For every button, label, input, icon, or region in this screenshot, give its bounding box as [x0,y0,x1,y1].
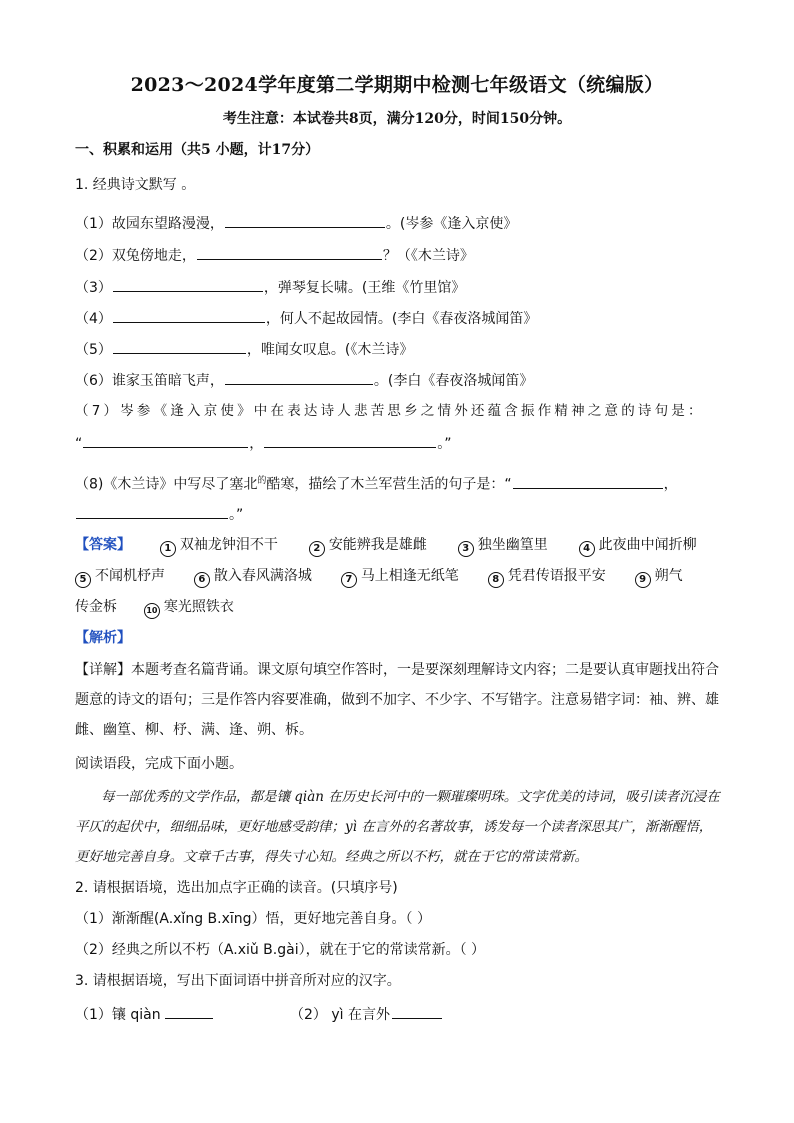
question-2-stem: 2. 请根据语境，选出加点字正确的读音。(只填序号) [75,880,398,896]
comma: ， [249,436,264,452]
q1-l6-prefix: （6）谁家玉笛暗飞声， [75,373,224,389]
answer-item: 双袖龙钟泪不干 [179,537,278,553]
q1-line-1 [75,213,517,233]
reading-prompt: 阅读语段，完成下面小题。 [75,756,243,772]
open-quote: “ [75,436,83,452]
comma: ， [663,476,678,493]
q1-line-6 [75,370,533,390]
q1-l2-prefix: （2）双兔傍地走， [75,248,196,264]
answer-number: 1 [160,541,176,557]
answer-item: 安能辨我是雄雌 [328,537,427,553]
answer-blank[interactable] [76,504,228,519]
close-quote: 。” [437,436,452,452]
exam-title: 2023～2024学年度第二学期期中检测七年级语文（统编版） [130,74,664,96]
q1-l4-prefix: （4） [75,311,112,327]
q1-line-3 [75,277,465,297]
question-3-stem: 3. 请根据语境，写出下面词语中拼音所对应的汉字。 [75,973,401,989]
q1-l6-suffix: 。(李白《春夜洛城闻笛》 [373,373,534,389]
q1-line-7-blanks [75,433,452,453]
q1-l1-prefix: （1）故园东望路漫漫， [75,216,224,232]
answer-blank[interactable] [113,339,246,354]
answer-blank[interactable] [513,474,663,489]
answer-item: 朔气 [654,568,683,584]
answer-item: 传金柝 [75,599,117,615]
answer-number: 5 [75,572,91,588]
q3-s2-text: （2） yì 在言外 [290,1007,390,1023]
answer-blank[interactable] [83,433,248,448]
answer-number: 6 [194,572,210,588]
answer-number: 10 [144,603,160,619]
q2-subquestion-2: （2）经典之所以不朽（A.xiǔ B.gài），就在于它的常读常新。（ ） [75,942,486,958]
reading-passage: 每一部优秀的文学作品，都是镶 qiàn 在历史长河中的一颗璀璨明珠。文字优美的诗词，吸引读者沉浸在平仄的起伏中，细细品味，更好地感受韵律；yì 在言外的名著故事，诱发每一个读者深思其广，渐渐醒悟，更好地完善自身。文章千古事，得失寸心知。经典之所以不朽，就在于它的常读常新。 [75,789,720,865]
answer-number: 4 [579,541,595,557]
answer-item: 寒光照铁衣 [163,599,234,615]
answer-blank[interactable] [113,277,263,292]
q1-line-2 [75,245,474,265]
answer-blank[interactable] [197,245,382,260]
q3-s1-text: （1）镶 qiàn [75,1007,161,1023]
answer-item: 凭君传语报平安 [507,568,606,584]
answer-line-1 [75,536,697,557]
answer-item: 此夜曲中闻折柳 [598,537,697,553]
answer-number: 9 [635,572,651,588]
q1-l1-suffix: 。(岑参《逢入京使》 [385,216,518,232]
answer-blank[interactable] [225,213,385,228]
q1-l2-suffix: ？（《木兰诗》 [382,248,474,264]
q1-line-8 [75,472,678,494]
q3-subquestion-1 [75,1004,214,1024]
q1-line-4 [75,308,537,328]
answer-number: 8 [488,572,504,588]
section-heading: 一、积累和运用（共5 小题，计17分） [75,142,320,158]
q1-line-5 [75,339,413,359]
detail-paragraph [75,655,725,745]
analysis-label: 【解析】 [75,630,131,646]
answer-item: 散入春风满洛城 [213,568,312,584]
answer-item: 马上相逢无纸笔 [360,568,459,584]
q1-l5-suffix: ，唯闻女叹息。(《木兰诗》 [246,342,414,358]
q1-l4-suffix: ，何人不起故园情。(李白《春夜洛城闻笛》 [265,311,538,327]
exam-notice: 考生注意：本试卷共8页，满分120分，时间150分钟。 [222,111,572,127]
answer-blank[interactable] [165,1004,213,1019]
detail-label: 【详解】 [75,662,131,678]
q1-line-7: （7）岑参《逢入京使》中在表达诗人悲苦思乡之情外还蕴含振作精神之意的诗句是： [75,403,705,419]
q1-l3-prefix: （3） [75,280,112,296]
answer-line-2 [75,567,683,588]
q1-l5-prefix: （5） [75,342,112,358]
answer-label: 【答案】 [75,537,131,553]
close-quote: 。” [229,507,244,523]
answer-number: 7 [341,572,357,588]
answer-line-3 [75,598,234,619]
q1-line-8-cont [75,504,243,524]
answer-blank[interactable] [264,433,436,448]
answer-number: 3 [458,541,474,557]
answer-blank[interactable] [225,370,373,385]
q1-l8-suffix: 酷寒，描绘了木兰军营生活的句子是：“ [266,476,512,493]
answer-blank[interactable] [392,1004,442,1019]
answer-item: 独坐幽篁里 [477,537,548,553]
q2-subquestion-1: （1）渐渐醒(A.xǐng B.xīng）悟，更好地完善自身。（ ） [75,911,431,927]
answer-blank[interactable] [113,308,265,323]
q1-l3-suffix: ，弹琴复长啸。(王维《竹里馆》 [263,280,466,296]
q1-l8-prefix: （8)《木兰诗》中写尽了塞北 [75,476,258,493]
q1-l8-superscript: 的 [257,476,267,486]
q3-subquestion-2 [290,1004,443,1024]
answer-number: 2 [309,541,325,557]
question-1-stem: 1. 经典诗文默写 。 [75,177,196,193]
answer-item: 不闻机杼声 [95,568,165,584]
detail-text: 本题考查名篇背诵。课文原句填空作答时，一是要深刻理解诗文内容；二是要认真审题找出符合题意的诗文的语句；三是作答内容要准确，做到不加字、不少字、不写错字。注意易错字词：袖、辨、雄雌、幽篁、柳、杼、满、逢、朔、柝。 [75,662,719,738]
